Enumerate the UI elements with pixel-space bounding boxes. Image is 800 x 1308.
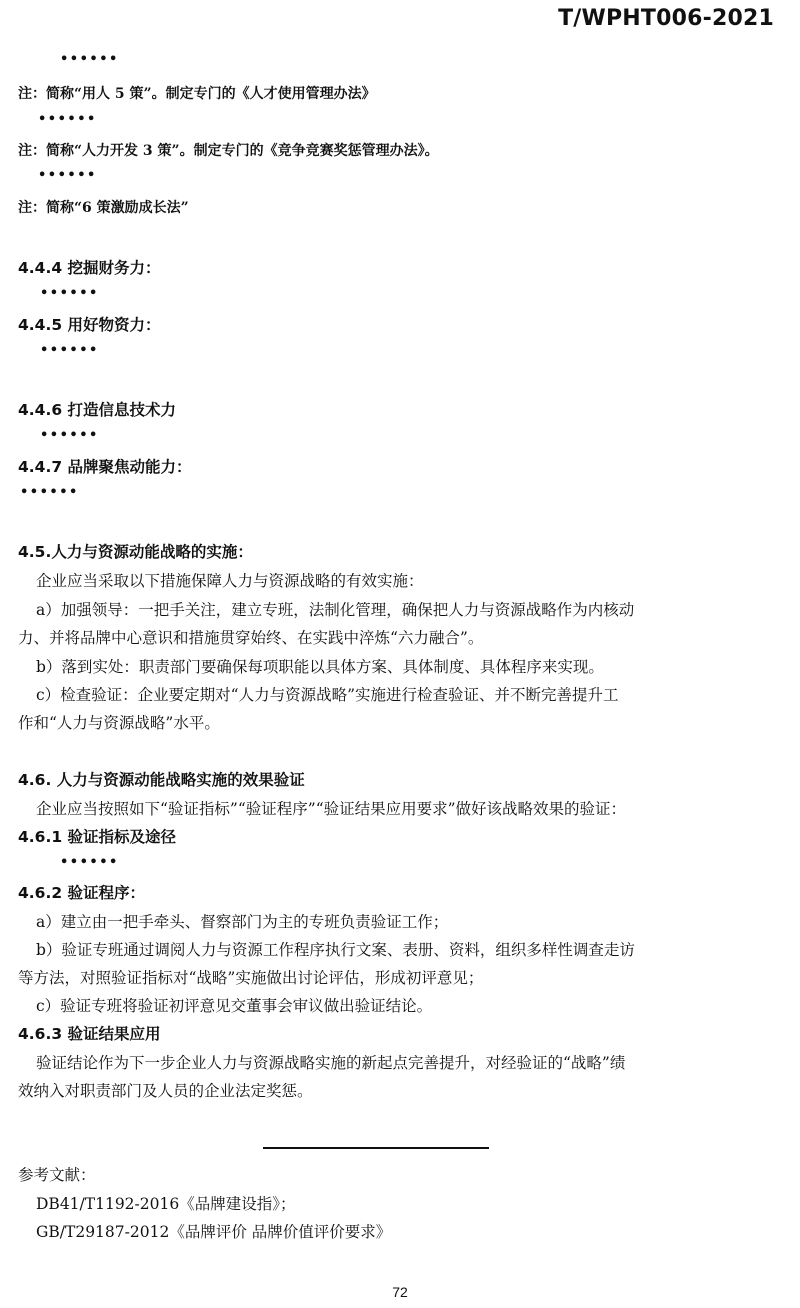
section-4-6-3-para-line2: 效纳入对职责部门及人员的企业法定奖惩。 bbox=[18, 1082, 313, 1100]
section-4-5-item-c-line1: c）检查验证：企业要定期对“人力与资源战略”实施进行检查验证、并不断完善提升工 bbox=[36, 686, 619, 704]
reference-item: DB41/T1192-2016《品牌建设指》； bbox=[36, 1195, 296, 1213]
section-4-6-2-item-c: c）验证专班将验证初评意见交董事会审议做出验证结论。 bbox=[36, 997, 433, 1015]
horizontal-rule bbox=[263, 1147, 489, 1149]
section-4-6-2-item-b-line1: b）验证专班通过调阅人力与资源工作程序执行文案、表册、资料，组织多样性调查走访 bbox=[36, 941, 635, 959]
note-1: 注：简称“用人 5 策”。制定专门的《人才使用管理办法》 bbox=[18, 86, 376, 102]
section-4-5-intro: 企业应当采取以下措施保障人力与资源战略的有效实施： bbox=[36, 572, 424, 590]
section-4-6-2: 4.6.2 验证程序： bbox=[18, 884, 146, 902]
section-4-5-item-b: b）落到实处：职责部门要确保每项职能以具体方案、具体制度、具体程序来实现。 bbox=[36, 658, 604, 676]
page-number: 72 bbox=[392, 1284, 408, 1300]
ellipsis-dots: •••••• bbox=[40, 343, 99, 358]
section-4-4-4: 4.4.4 挖掘财务力： bbox=[18, 259, 161, 277]
section-4-6-2-item-b-line2: 等方法，对照验证指标对“战略”实施做出讨论评估，形成初评意见； bbox=[18, 969, 484, 987]
section-4-6-3-para-line1: 验证结论作为下一步企业人力与资源战略实施的新起点完善提升，对经验证的“战略”绩 bbox=[36, 1054, 626, 1072]
section-4-6-1: 4.6.1 验证指标及途径 bbox=[18, 828, 177, 846]
section-4-4-7: 4.4.7 品牌聚焦动能力： bbox=[18, 458, 192, 476]
section-4-4-6: 4.4.6 打造信息技术力 bbox=[18, 401, 177, 419]
standard-number: T/WPHT006-2021 bbox=[558, 6, 774, 31]
section-4-4-5: 4.4.5 用好物资力： bbox=[18, 316, 161, 334]
ellipsis-dots: •••••• bbox=[60, 52, 119, 67]
ellipsis-dots: •••••• bbox=[38, 112, 97, 127]
section-4-6-heading: 4.6. 人力与资源动能战略实施的效果验证 bbox=[18, 771, 305, 789]
section-4-6-3: 4.6.3 验证结果应用 bbox=[18, 1025, 161, 1043]
note-2: 注：简称“人力开发 3 策”。制定专门的《竞争竞赛奖惩管理办法》。 bbox=[18, 143, 439, 159]
ellipsis-dots: •••••• bbox=[20, 485, 79, 500]
section-4-5-item-a-line1: a）加强领导：一把手关注，建立专班，法制化管理，确保把人力与资源战略作为内核动 bbox=[36, 601, 635, 619]
section-4-5-heading: 4.5.人力与资源动能战略的实施： bbox=[18, 543, 253, 561]
section-4-6-2-item-a: a）建立由一把手牵头、督察部门为主的专班负责验证工作； bbox=[36, 913, 449, 931]
section-4-5-item-a-line2: 力、并将品牌中心意识和措施贯穿始终、在实践中淬炼“六力融合”。 bbox=[18, 629, 484, 647]
section-4-5-item-c-line2: 作和“人力与资源战略”水平。 bbox=[18, 714, 220, 732]
reference-item: GB/T29187-2012《品牌评价 品牌价值评价要求》 bbox=[36, 1223, 392, 1241]
ellipsis-dots: •••••• bbox=[40, 428, 99, 443]
note-3: 注：简称“6 策激励成长法” bbox=[18, 200, 189, 216]
section-4-6-intro: 企业应当按照如下“验证指标”“验证程序”“验证结果应用要求”做好该战略效果的验证： bbox=[36, 800, 627, 818]
ellipsis-dots: •••••• bbox=[38, 168, 97, 183]
ellipsis-dots: •••••• bbox=[60, 855, 119, 870]
ellipsis-dots: •••••• bbox=[40, 286, 99, 301]
references-title: 参考文献： bbox=[18, 1166, 96, 1184]
